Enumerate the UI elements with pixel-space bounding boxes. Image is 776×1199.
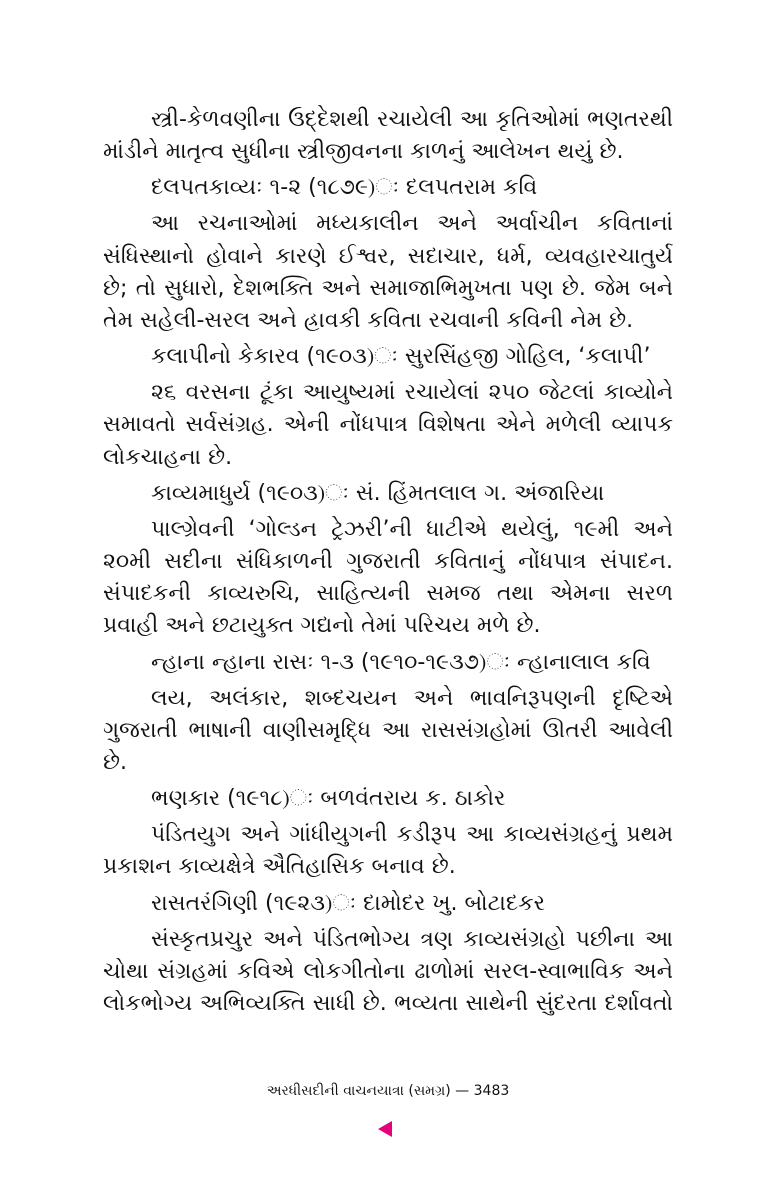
running-footer: અરધીસદીની વાચનયાત્રા (સમગ્ર) — 3483 — [266, 1083, 510, 1099]
triangle-left-icon[interactable] — [378, 1121, 392, 1137]
entry-heading: ન્હાના ન્હાના રાસઃ ૧-૩ (૧૯૧૦-૧૯૩૭)ઃ ન્હાનાલાલ કવિ — [151, 649, 651, 675]
entry-description: પંડિતયુગ અને ગાંધીયુગની કડીરૂપ આ કાવ્યસંગ્રહનું પ્રથમ પ્રકાશન કાવ્યક્ષેત્રે ઐતિહાસિક બનાવ છે. — [103, 822, 673, 880]
entry-description: આ રચનાઓમાં મધ્યકાલીન અને અર્વાચીન કવિતાનાં સંધિસ્થાનો હોવાને કારણે ઈશ્વર, સદાચાર, ધર્મ, વ્યવહારચાતુર્ય છે; તો સુધારો, દેશભક્તિ અને સમાજાભિમુખતા પણ છે. જેમ બને તેમ સહેલી-સરલ અને હ્રાવકી કવિતા રચવાની કવિની નેમ છે. — [103, 211, 673, 334]
entry-heading: ભણકાર (૧૯૧૮)ઃ બળવંતરાય ક. ઠાકોર — [151, 786, 506, 812]
intro-paragraph: સ્ત્રી-કેળવણીના ઉદ્દેશથી રચાયેલી આ કૃતિઓમાં ભણતરથી માંડીને માતૃત્વ સુધીના સ્ત્રીજીવનના કાળનું આલેખન થયું છે. — [103, 107, 673, 165]
entry-heading: કલાપીનો કેકારવ (૧૯૦૩)ઃ સુરસિંહજી ગોહિલ, ‘કલાપી’ — [151, 344, 651, 370]
entry-description: પાલ્ગ્રેવની ‘ગોલ્ડન ટ્રેઝરી’ની ધાટીએ થયેલું, ૧૯મી અને ૨૦મી સદીના સંધિકાળની ગુજરાતી કવિતાનું નોંધપાત્ર સંપાદન. સંપાદકની કાવ્યરુચિ, સાહિત્યની સમજ તથા એમના સરળ પ્રવાહી અને છટાયુક્ત ગદ્યનો તેમાં પરિચય મળે છે. — [103, 516, 673, 639]
entry-description: ૨૬ વરસના ટૂંકા આયુષ્યમાં રચાયેલાં ૨૫૦ જેટલાં કાવ્યોને સમાવતો સર્વસંગ્રહ. એની નોંધપાત્ર વિશેષતા એને મળેલી વ્યાપક લોકચાહના છે. — [103, 380, 673, 470]
entry-heading: દલપતકાવ્યઃ ૧-૨ (૧૮૭૯)ઃ દલપતરામ કવિ — [151, 175, 538, 201]
entry-heading: રાસતરંગિણી (૧૯૨૩)ઃ દામોદર ખુ. બોટાદકર — [151, 890, 546, 916]
entry-heading: કાવ્યમાધુર્ય (૧૯૦૩)ઃ સં. હિંમતલાલ ગ. અંજારિયા — [151, 480, 605, 506]
entry-description: લય, અલંકાર, શબ્દચયન અને ભાવનિરૂપણની દૃષ્ટિએ ગુજરાતી ભાષાની વાણીસમૃદ્ધિ આ રાસસંગ્રહોમાં ઊતરી આવેલી છે. — [103, 685, 673, 776]
entry-description: સંસ્કૃતપ્રચુર અને પંડિતભોગ્ય ત્રણ કાવ્યસંગ્રહો પછીના આ ચોથા સંગ્રહમાં કવિએ લોકગીતોના ઢાળોમાં સરલ-સ્વાભાવિક અને લોકભોગ્ય અભિવ્યક્તિ સાધી છે. ભવ્યતા સાથેની સુંદરતા દર્શાવતો — [103, 926, 673, 1017]
page-body — [103, 104, 673, 1020]
